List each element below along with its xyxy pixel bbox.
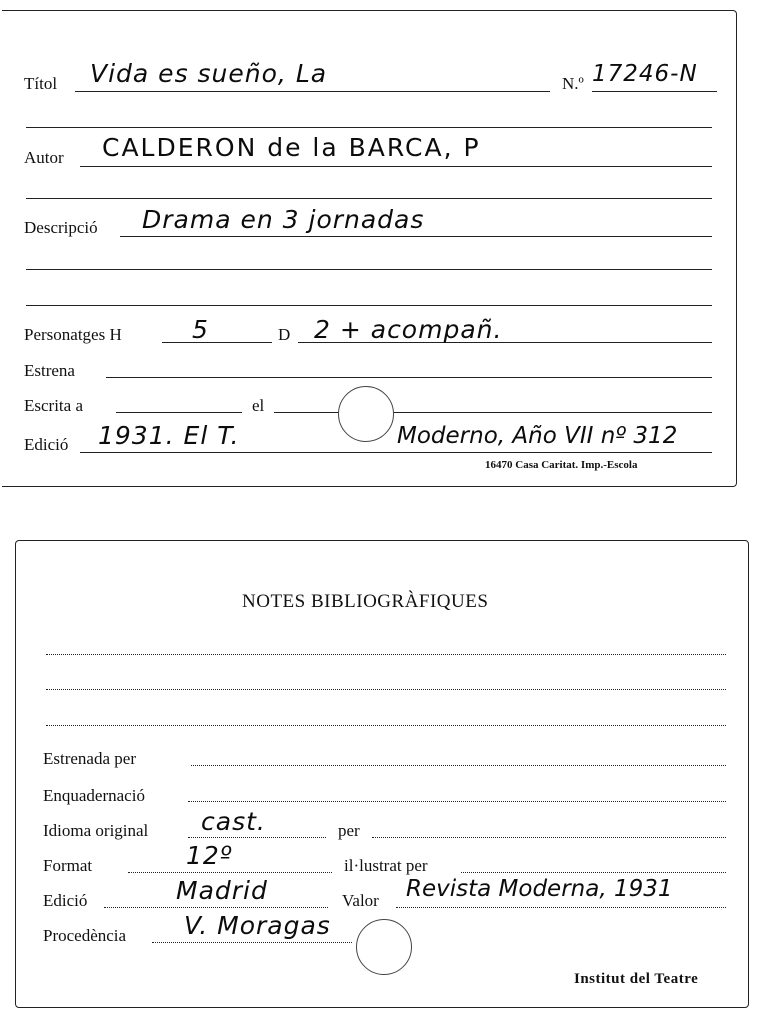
enquadernacio-label: Enquadernació bbox=[43, 786, 145, 805]
notes-line bbox=[46, 725, 726, 726]
descripcio-line bbox=[120, 236, 712, 237]
el-label: el bbox=[252, 396, 265, 415]
format-line bbox=[128, 872, 332, 873]
personatges-h-value: 5 bbox=[192, 315, 209, 344]
edicio-back-value: Madrid bbox=[176, 876, 268, 905]
format-value: 12º bbox=[186, 841, 233, 870]
autor-value: CALDERON de la BARCA, P bbox=[102, 133, 481, 162]
idioma-label: Idioma original bbox=[43, 821, 149, 840]
format-label: Format bbox=[43, 856, 93, 875]
valor-value: Revista Moderna, 1931 bbox=[406, 876, 673, 902]
punch-hole bbox=[356, 919, 412, 975]
edicio-line bbox=[80, 452, 712, 453]
blank-line bbox=[26, 198, 712, 199]
personatges-d-value: 2 + acompañ. bbox=[314, 315, 503, 344]
procedencia-value: V. Moragas bbox=[184, 911, 331, 940]
notes-line bbox=[46, 654, 726, 655]
descripcio-label: Descripció bbox=[24, 218, 98, 237]
autor-label: Autor bbox=[24, 148, 64, 167]
edicio-value-left: 1931. El T. bbox=[98, 421, 240, 450]
punch-hole bbox=[338, 386, 394, 442]
per-line bbox=[372, 837, 726, 838]
printer-note: 16470 Casa Caritat. Imp.-Escola bbox=[485, 459, 638, 471]
edicio-label: Edició bbox=[24, 435, 69, 454]
idioma-line bbox=[188, 837, 326, 838]
enquadernacio-line bbox=[188, 801, 726, 802]
estrena-label: Estrena bbox=[24, 361, 75, 380]
blank-line bbox=[26, 127, 712, 128]
per-label: per bbox=[338, 821, 360, 840]
estrenada-label: Estrenada per bbox=[43, 749, 136, 768]
escrita-label: Escrita a bbox=[24, 396, 83, 415]
valor-label: Valor bbox=[342, 891, 379, 910]
personatges-d-label: D bbox=[278, 325, 291, 344]
catalog-card-front bbox=[2, 10, 737, 487]
titol-label: Títol bbox=[24, 74, 58, 93]
personatges-label: Personatges H bbox=[24, 325, 122, 344]
procedencia-line bbox=[152, 942, 352, 943]
illustrat-label: il·lustrat per bbox=[344, 856, 428, 875]
valor-line bbox=[396, 907, 726, 908]
illustrat-line bbox=[461, 872, 726, 873]
catalog-card-back bbox=[15, 540, 749, 1008]
edicio-back-line bbox=[104, 907, 328, 908]
descripcio-value: Drama en 3 jornadas bbox=[142, 205, 425, 234]
titol-line bbox=[75, 91, 550, 92]
num-value: 17246-N bbox=[592, 61, 698, 87]
institution-name: Institut del Teatre bbox=[574, 971, 699, 987]
escrita-line bbox=[116, 412, 242, 413]
personatges-h-line bbox=[162, 342, 272, 343]
edicio-back-label: Edició bbox=[43, 891, 88, 910]
idioma-value: cast. bbox=[201, 807, 266, 836]
edicio-value-right: Moderno, Año VII nº 312 bbox=[397, 423, 678, 449]
card-title: NOTES BIBLIOGRÀFIQUES bbox=[242, 591, 489, 612]
estrena-line bbox=[106, 377, 712, 378]
procedencia-label: Procedència bbox=[43, 926, 127, 945]
estrenada-line bbox=[191, 765, 726, 766]
num-label: N.º bbox=[562, 74, 584, 93]
blank-line bbox=[26, 305, 712, 306]
notes-line bbox=[46, 689, 726, 690]
titol-value: Vida es sueño, La bbox=[90, 59, 328, 88]
autor-line bbox=[80, 166, 712, 167]
blank-line bbox=[26, 269, 712, 270]
num-line bbox=[592, 91, 717, 92]
